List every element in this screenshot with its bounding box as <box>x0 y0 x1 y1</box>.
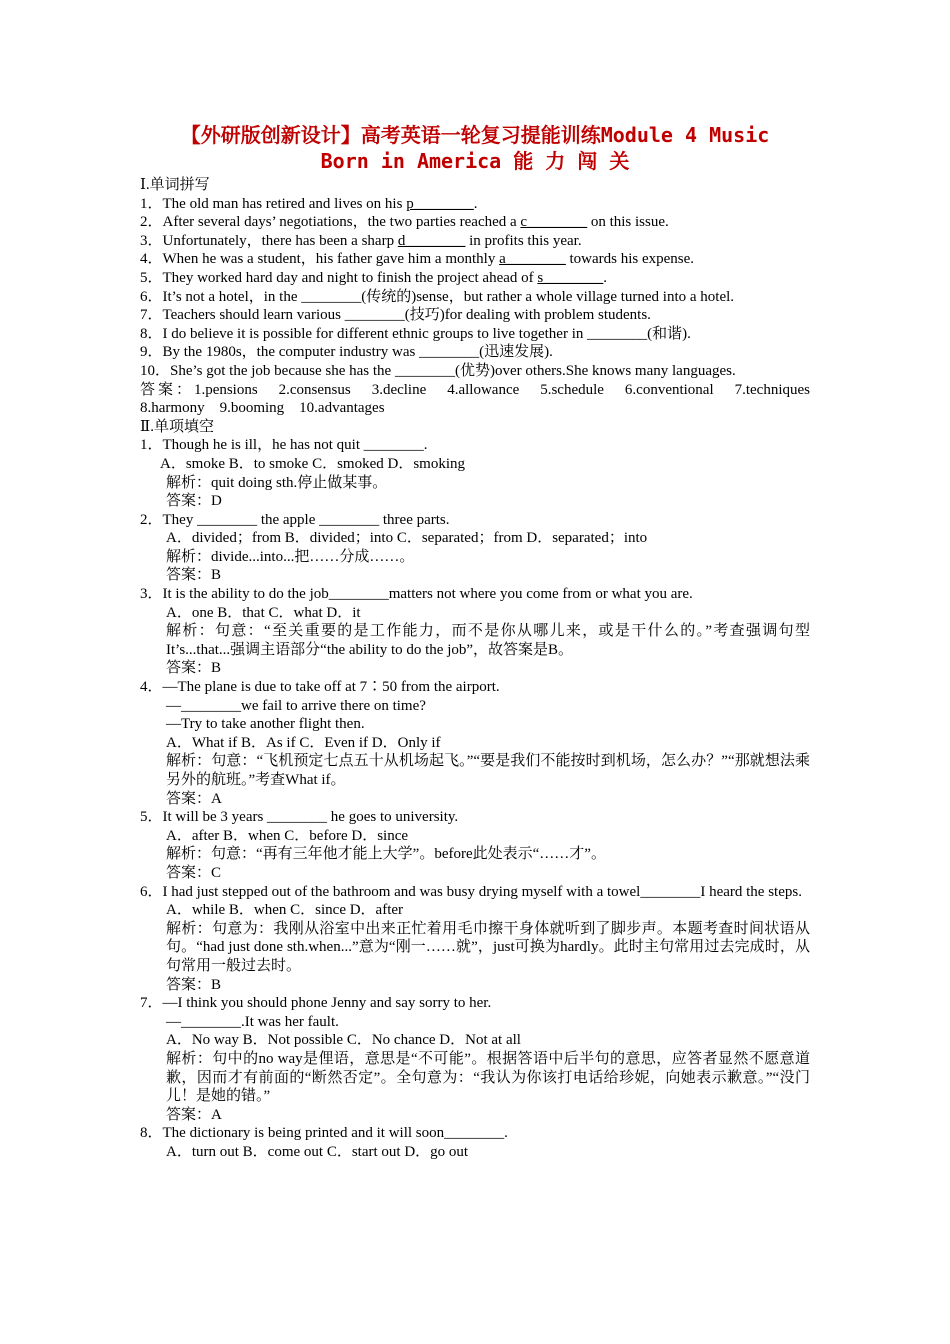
spelling-item: 5．They worked hard day and night to finish the project ahead of s________. <box>140 269 607 286</box>
spelling-item: 10．She’s got the job because she has the ________(优势)over others.She knows many languages. <box>140 362 736 379</box>
spelling-item: 1．The old man has retired and lives on his p________. <box>140 195 478 212</box>
question-analysis: 解析：divide...into...把……分成……。 <box>166 548 415 565</box>
question-options: A．smoke B．to smoke C．smoked D．smoking <box>160 455 466 472</box>
question-options: A．one B．that C．what D．it <box>166 604 361 621</box>
question-analysis: 解析：quit doing sth.停止做某事。 <box>166 474 388 491</box>
question-7 <box>140 994 810 1124</box>
spelling-item: 3．Unfortunately，there has been a sharp d________ in profits this year. <box>140 232 582 249</box>
question-stem: 6．I had just stepped out of the bathroom and was busy drying myself with a towel________I heard the steps. <box>140 883 802 900</box>
question-analysis: 解析：句意为：我刚从浴室中出来正忙着用毛巾擦干身体就听到了脚步声。本题考查时间状语从句。“had just done sth.when...”意为“刚一……就”，just可换为hardly。此时主句常用过去完成时，从句常用一般过去时。 <box>166 920 810 974</box>
spelling-item: 6．It’s not a hotel，in the ________(传统的)sense，but rather a whole village turned into a hotel. <box>140 288 735 305</box>
question-options: A．after B．when C．before D．since <box>166 827 409 844</box>
question-stem: 1．Though he is ill，he has not quit ________. <box>140 437 428 454</box>
question-2 <box>140 511 810 585</box>
question-options: A．turn out B．come out C．start out D．go out <box>166 1143 469 1160</box>
question-options: A．while B．when C．since D．after <box>166 902 404 919</box>
title-line-1: 【外研版创新设计】高考英语一轮复习提能训练Module 4 Music <box>180 123 770 147</box>
question-stem: 4．—The plane is due to take off at 7∶50 from the airport. <box>140 679 500 696</box>
question-analysis: 解析：句意：“飞机预定七点五十从机场起飞。”“要是我们不能按时到机场，怎么办？”“那就想法乘另外的航班。”考查What if。 <box>166 753 810 788</box>
question-analysis: 解析：句意：“至关重要的是工作能力，而不是你从哪儿来，或是干什么的。”考查强调句型It’s...that...强调主语部分“the ability to do the job”，故答案是B。 <box>166 623 810 658</box>
dialogue-line: —________.It was her fault. <box>166 1013 339 1030</box>
page-title <box>140 122 810 174</box>
question-3 <box>140 585 810 678</box>
spelling-item: 7．Teachers should learn various ________(技巧)for dealing with problem students. <box>140 307 651 324</box>
question-1 <box>140 436 810 510</box>
question-answer: 答案：A <box>166 790 222 807</box>
question-8 <box>140 1124 810 1161</box>
question-5 <box>140 808 810 882</box>
question-answer: 答案：B <box>166 660 222 677</box>
spelling-item: 9．By the 1980s，the computer industry was ________(迅速发展). <box>140 344 553 361</box>
question-options: A．What if B．As if C．Even if D．Only if <box>166 734 441 751</box>
spelling-item: 4．When he was a student，his father gave him a monthly a________ towards his expense. <box>140 251 695 268</box>
section-heading: Ⅱ.单项填空 <box>140 418 214 435</box>
title-line-2: Born in America 能 力 闯 关 <box>320 149 630 173</box>
section-multiple-choice <box>140 418 810 1162</box>
section-heading: Ⅰ.单词拼写 <box>140 177 210 193</box>
question-stem: 5．It will be 3 years ________ he goes to university. <box>140 809 459 826</box>
question-stem: 8．The dictionary is being printed and it will soon________. <box>140 1125 508 1142</box>
question-answer: 答案：B <box>166 567 222 584</box>
question-analysis: 解析：句中的no way是俚语，意思是“不可能”。根据答语中后半句的意思，应答者显然不愿意道歉，因而才有前面的“断然否定”。全句意为：“我认为你该打电话给珍妮，向她表示歉意。”“没门儿！是她的错。” <box>166 1050 810 1105</box>
question-stem: 7．—I think you should phone Jenny and say sorry to her. <box>140 995 492 1012</box>
question-answer: 答案：B <box>166 976 222 993</box>
dialogue-line: —________we fail to arrive there on time? <box>166 697 426 714</box>
question-options: A．divided；from B．divided；into C．separated；from D．separated；into <box>166 530 648 547</box>
question-answer: 答案：D <box>166 493 222 510</box>
question-6 <box>140 883 810 995</box>
question-4 <box>140 678 810 808</box>
dialogue-line: —Try to take another flight then. <box>166 716 365 733</box>
question-analysis: 解析：句意：“再有三年他才能上大学”。before此处表示“……才”。 <box>166 846 606 863</box>
question-stem: 2．They ________ the apple ________ three parts. <box>140 511 450 528</box>
question-stem: 3．It is the ability to do the job________matters not where you come from or what you are. <box>140 586 693 603</box>
spelling-item: 2．After several days’ negotiations，the two parties reached a c________ on this issue. <box>140 214 669 231</box>
question-options: A．No way B．Not possible C．No chance D．Not at all <box>166 1032 521 1049</box>
question-answer: 答案：A <box>166 1106 222 1123</box>
answer-key: 答案：1.pensions 2.consensus 3.decline 4.allowance 5.schedule 6.conventional 7.techniques 8.harmony 9.booming 10.advantages <box>140 381 826 417</box>
section-word-spelling <box>140 176 826 418</box>
spelling-item: 8．I do believe it is possible for different ethnic groups to live together in ________(和谐). <box>140 325 691 342</box>
question-answer: 答案：C <box>166 864 222 881</box>
